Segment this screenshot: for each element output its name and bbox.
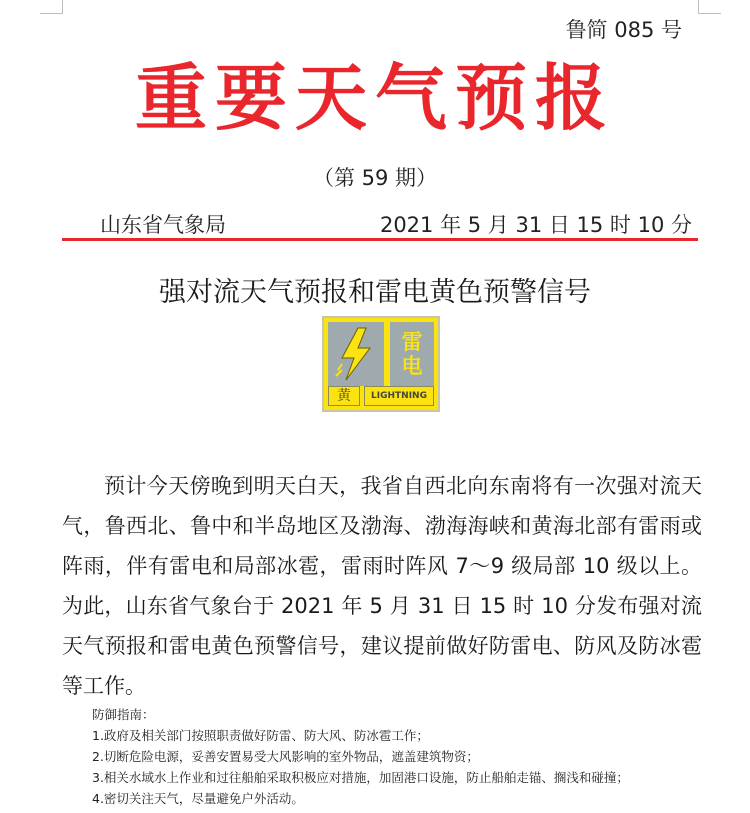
warning-level-label: 黄 bbox=[328, 386, 360, 406]
defense-guide bbox=[92, 704, 732, 809]
issuer-name: 山东省气象局 bbox=[100, 213, 226, 237]
warning-char-1: 雷 bbox=[401, 330, 423, 354]
issue-number: （第 59 期） bbox=[312, 166, 438, 190]
forecast-paragraph: 预计今天傍晚到明天白天，我省自西北向东南将有一次强对流天气，鲁西北、鲁中和半岛地区及渤海、渤海海峡和黄海北部有雷雨或阵雨，伴有雷电和局部冰雹，雷雨时阵风 7～9 级局部 10 级以上。为此，山东省气象台于 2021 年 5 月 31 日 15 时 10 分发布强对流天气预报和雷电黄色预警信号，建议提前做好防雷电、防风及防冰雹等工作。 bbox=[62, 474, 702, 698]
guide-item-4: 4.密切关注天气，尽量避免户外活动。 bbox=[92, 791, 304, 806]
guide-item-2: 2.切断危险电源，妥善安置易受大风影响的室外物品，遮盖建筑物资； bbox=[92, 749, 479, 764]
warning-char-2: 电 bbox=[401, 354, 423, 378]
document-number: 鲁简 085 号 bbox=[565, 18, 682, 42]
lightning-yellow-warning-sign bbox=[322, 316, 440, 412]
red-divider-rule bbox=[62, 238, 698, 241]
crop-mark-right-vertical bbox=[698, 0, 699, 14]
guide-item-1: 1.政府及相关部门按照职责做好防雷、防大风、防冰雹工作； bbox=[92, 728, 429, 743]
crop-mark-right-horizontal bbox=[698, 13, 721, 14]
crop-mark-left-horizontal bbox=[40, 13, 63, 14]
warning-text-panel bbox=[390, 322, 434, 386]
guide-title: 防御指南： bbox=[92, 707, 155, 722]
warning-english-label: LIGHTNING bbox=[364, 386, 434, 406]
lightning-bolt-icon bbox=[328, 322, 384, 386]
headline: 强对流天气预报和雷电黄色预警信号 bbox=[159, 277, 591, 308]
issue-time: 2021 年 5 月 31 日 15 时 10 分 bbox=[379, 213, 692, 237]
warning-icon-panel bbox=[328, 322, 384, 386]
guide-item-3: 3.相关水域水上作业和过往船舶采取积极应对措施，加固港口设施，防止船舶走锚、搁浅和碰撞； bbox=[92, 770, 629, 785]
masthead-title: 重要天气预报 bbox=[134, 55, 615, 140]
crop-mark-left-vertical bbox=[62, 0, 63, 14]
